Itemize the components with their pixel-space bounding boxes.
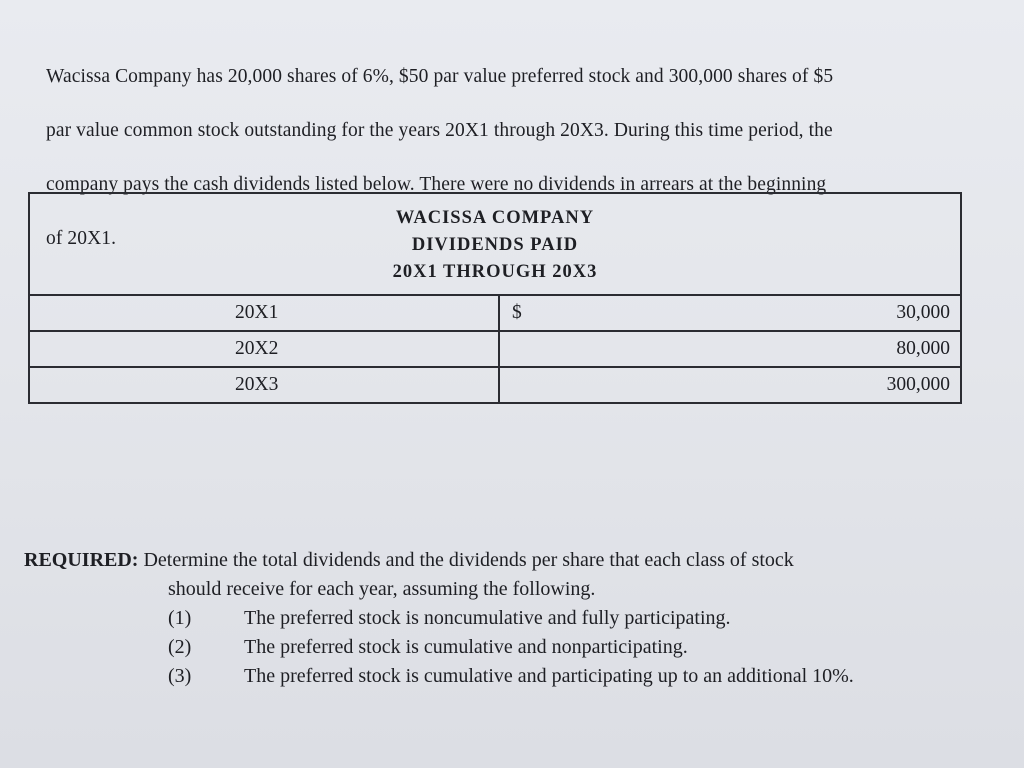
table-title-subject: DIVIDENDS PAID xyxy=(411,234,579,255)
item-text: The preferred stock is cumulative and nonparticipating. xyxy=(244,636,688,658)
table-row xyxy=(29,295,961,331)
currency-symbol: $ xyxy=(512,302,522,323)
intro-line: Wacissa Company has 20,000 shares of 6%, $50 par value preferred stock and 300,000 shares of $5 xyxy=(46,66,834,87)
table-row xyxy=(29,331,961,367)
amount-cell xyxy=(499,331,961,367)
required-section xyxy=(24,546,984,691)
table-title-period: 20X1 THROUGH 20X3 xyxy=(392,261,598,282)
required-line: Determine the total dividends and the dividends per share that each class of stock xyxy=(138,549,794,571)
year-cell: 20X3 xyxy=(29,367,499,403)
list-item xyxy=(168,604,984,633)
item-number: (1) xyxy=(168,607,192,629)
list-item xyxy=(168,633,984,662)
required-label: REQUIRED: xyxy=(24,549,139,571)
amount-cell xyxy=(499,295,961,331)
amount-value: 80,000 xyxy=(896,338,950,359)
amount-cell xyxy=(499,367,961,403)
assumption-list xyxy=(24,604,984,691)
item-number: (3) xyxy=(168,665,192,687)
required-instruction xyxy=(24,546,984,575)
intro-line: company pays the cash dividends listed below. There were no dividends in arrears at the beginning xyxy=(46,174,827,195)
item-text: The preferred stock is noncumulative and fully participating. xyxy=(244,607,731,629)
table-title-company: WACISSA COMPANY xyxy=(395,207,595,228)
amount-value: 300,000 xyxy=(886,374,950,395)
year-cell: 20X2 xyxy=(29,331,499,367)
item-text: The preferred stock is cumulative and participating up to an additional 10%. xyxy=(244,665,854,687)
year-cell: 20X1 xyxy=(29,295,499,331)
dividends-table xyxy=(28,192,962,404)
table-header-row xyxy=(29,193,961,295)
required-line: should receive for each year, assuming the following. xyxy=(168,578,596,600)
item-number: (2) xyxy=(168,636,192,658)
intro-line: of 20X1. xyxy=(46,228,117,249)
amount-value: 30,000 xyxy=(896,302,950,323)
intro-line: par value common stock outstanding for the years 20X1 through 20X3. During this time period, the xyxy=(46,120,833,141)
list-item xyxy=(168,662,984,691)
table-title xyxy=(29,193,961,295)
table-row xyxy=(29,367,961,403)
